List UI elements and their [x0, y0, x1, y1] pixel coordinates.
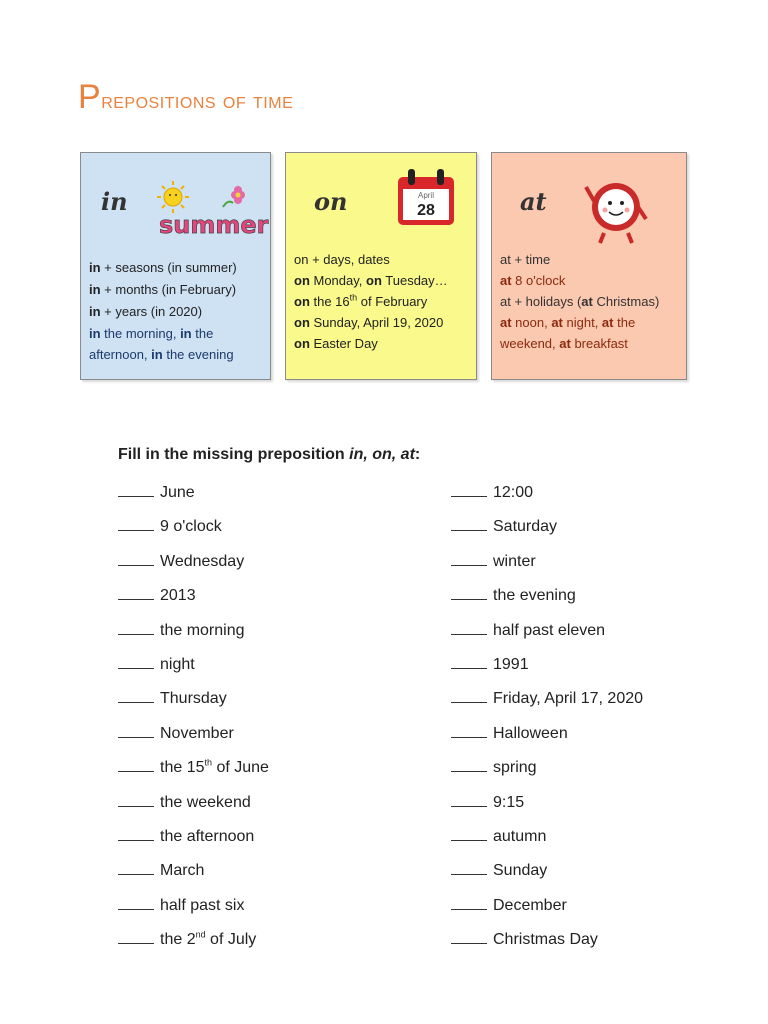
answer-blank[interactable]	[118, 585, 154, 600]
exercise-item-text: December	[493, 896, 567, 914]
answer-blank[interactable]	[118, 792, 154, 807]
exercise-item	[118, 860, 269, 894]
exercise-item-text: Saturday	[493, 518, 558, 536]
exercise-item-text: 2013	[160, 587, 196, 605]
exercise-item	[451, 585, 643, 619]
exercise-item-text: Sunday	[493, 862, 548, 880]
card-at	[491, 152, 687, 380]
exercise-item	[451, 895, 643, 929]
answer-blank[interactable]	[451, 860, 487, 875]
exercise-item-text: autumn	[493, 827, 547, 845]
exercise-item	[118, 654, 269, 688]
exercise-item	[118, 620, 269, 654]
answer-blank[interactable]	[451, 654, 487, 669]
rule-row: on Easter Day	[294, 336, 378, 351]
answer-blank[interactable]	[118, 620, 154, 635]
calendar-day: 28	[417, 202, 435, 219]
exercise-item-text: the afternoon	[160, 827, 255, 845]
clock-mascot-icon	[584, 173, 654, 247]
rule-row: at + time	[500, 252, 551, 267]
rule-row: on + days, dates	[294, 252, 390, 267]
answer-blank[interactable]	[118, 482, 154, 497]
answer-blank[interactable]	[451, 757, 487, 772]
exercise-item	[118, 895, 269, 929]
exercise-item-text: spring	[493, 759, 537, 777]
exercise-column-left	[118, 482, 269, 963]
answer-blank[interactable]	[118, 895, 154, 910]
flower-icon	[223, 186, 245, 207]
card-in-heading: in	[101, 187, 128, 216]
exercise-item-text: March	[160, 862, 205, 880]
exercise-item	[451, 826, 643, 860]
rule-row: at 8 o'clock	[500, 273, 566, 288]
answer-blank[interactable]	[451, 688, 487, 703]
rule-row: in the morning, in the afternoon, in the evening	[89, 326, 234, 362]
answer-blank[interactable]	[451, 482, 487, 497]
exercise-item	[451, 654, 643, 688]
calendar-icon	[394, 167, 458, 229]
card-at-rules	[500, 249, 680, 354]
rule-row: on the 16th of February	[294, 292, 428, 309]
answer-blank[interactable]	[451, 620, 487, 635]
exercise-item	[118, 585, 269, 619]
exercise-item-text: June	[160, 484, 195, 501]
exercise-item-text: half past eleven	[493, 621, 606, 639]
exercise-item	[118, 757, 269, 791]
answer-blank[interactable]	[451, 826, 487, 841]
card-at-heading: at	[520, 187, 547, 216]
answer-blank[interactable]	[118, 516, 154, 531]
exercise-item-text: the 2nd of July	[160, 929, 257, 949]
rule-row: at + holidays (at Christmas)	[500, 294, 660, 309]
exercise-item	[118, 826, 269, 860]
exercise-item	[118, 516, 269, 550]
card-in	[80, 152, 271, 380]
card-in-rules	[89, 257, 264, 366]
exercise-item-text: 1991	[493, 655, 529, 673]
answer-blank[interactable]	[451, 929, 487, 944]
exercise-item-text: November	[160, 724, 234, 742]
sun-icon	[157, 181, 189, 213]
exercise-item-text: Christmas Day	[493, 931, 598, 949]
answer-blank[interactable]	[118, 688, 154, 703]
answer-blank[interactable]	[451, 551, 487, 566]
answer-blank[interactable]	[118, 860, 154, 875]
exercise-item	[451, 551, 643, 585]
page-title: Prepositions of time	[78, 78, 294, 116]
card-on-rules	[294, 249, 470, 354]
summer-word: summer	[159, 211, 269, 239]
exercise-item	[118, 688, 269, 722]
exercise-item-text: Halloween	[493, 724, 568, 742]
rule-row: on Monday, on Tuesday…	[294, 273, 448, 288]
exercise-item-text: Wednesday	[160, 552, 245, 570]
card-on	[285, 152, 477, 380]
exercise-item-text: half past six	[160, 896, 245, 914]
exercise-item	[451, 860, 643, 894]
exercise-item-text: Friday, April 17, 2020	[493, 690, 644, 708]
answer-blank[interactable]	[118, 723, 154, 738]
exercise-item	[118, 551, 269, 585]
exercise-column-right	[451, 482, 643, 963]
exercise-item	[118, 929, 269, 963]
exercise-item-text: 9 o'clock	[160, 518, 222, 536]
exercise-item	[451, 516, 643, 550]
rule-row: in + months (in February)	[89, 282, 237, 297]
answer-blank[interactable]	[451, 792, 487, 807]
exercise-item	[451, 620, 643, 654]
exercise-item	[451, 688, 643, 722]
answer-blank[interactable]	[451, 516, 487, 531]
exercise-item-text: Thursday	[160, 690, 227, 708]
exercise-item	[451, 757, 643, 791]
exercise-item-text: the morning	[160, 621, 245, 639]
exercise-item-text: winter	[493, 552, 536, 570]
exercise-item-text: the evening	[493, 587, 576, 605]
exercise-item	[118, 482, 269, 516]
answer-blank[interactable]	[451, 723, 487, 738]
rule-row: on Sunday, April 19, 2020	[294, 315, 444, 330]
calendar-month: April	[417, 191, 435, 200]
answer-blank[interactable]	[118, 551, 154, 566]
exercise-item	[118, 723, 269, 757]
exercise-item	[451, 482, 643, 516]
exercise-item	[451, 929, 643, 963]
rule-row: at noon, at night, at the weekend, at breakfast	[500, 315, 636, 351]
exercise-item-text: the 15th of June	[160, 757, 269, 777]
card-on-heading: on	[314, 187, 348, 216]
exercise-instruction: Fill in the missing preposition in, on, at:	[118, 446, 421, 463]
answer-blank[interactable]	[118, 826, 154, 841]
rule-row: in + years (in 2020)	[89, 304, 203, 319]
answer-blank[interactable]	[451, 895, 487, 910]
summer-art	[153, 177, 269, 239]
answer-blank[interactable]	[118, 654, 154, 669]
exercise-item-text: 9:15	[493, 793, 525, 811]
exercise-item-text: the weekend	[160, 793, 251, 811]
exercise-item	[451, 723, 643, 757]
exercise-item-text: 12:00	[493, 484, 534, 501]
exercise-item-text: night	[160, 655, 195, 673]
answer-blank[interactable]	[118, 929, 154, 944]
answer-blank[interactable]	[118, 757, 154, 772]
answer-blank[interactable]	[451, 585, 487, 600]
exercise-item	[118, 792, 269, 826]
rule-row: in + seasons (in summer)	[89, 260, 237, 275]
exercise-item	[451, 792, 643, 826]
